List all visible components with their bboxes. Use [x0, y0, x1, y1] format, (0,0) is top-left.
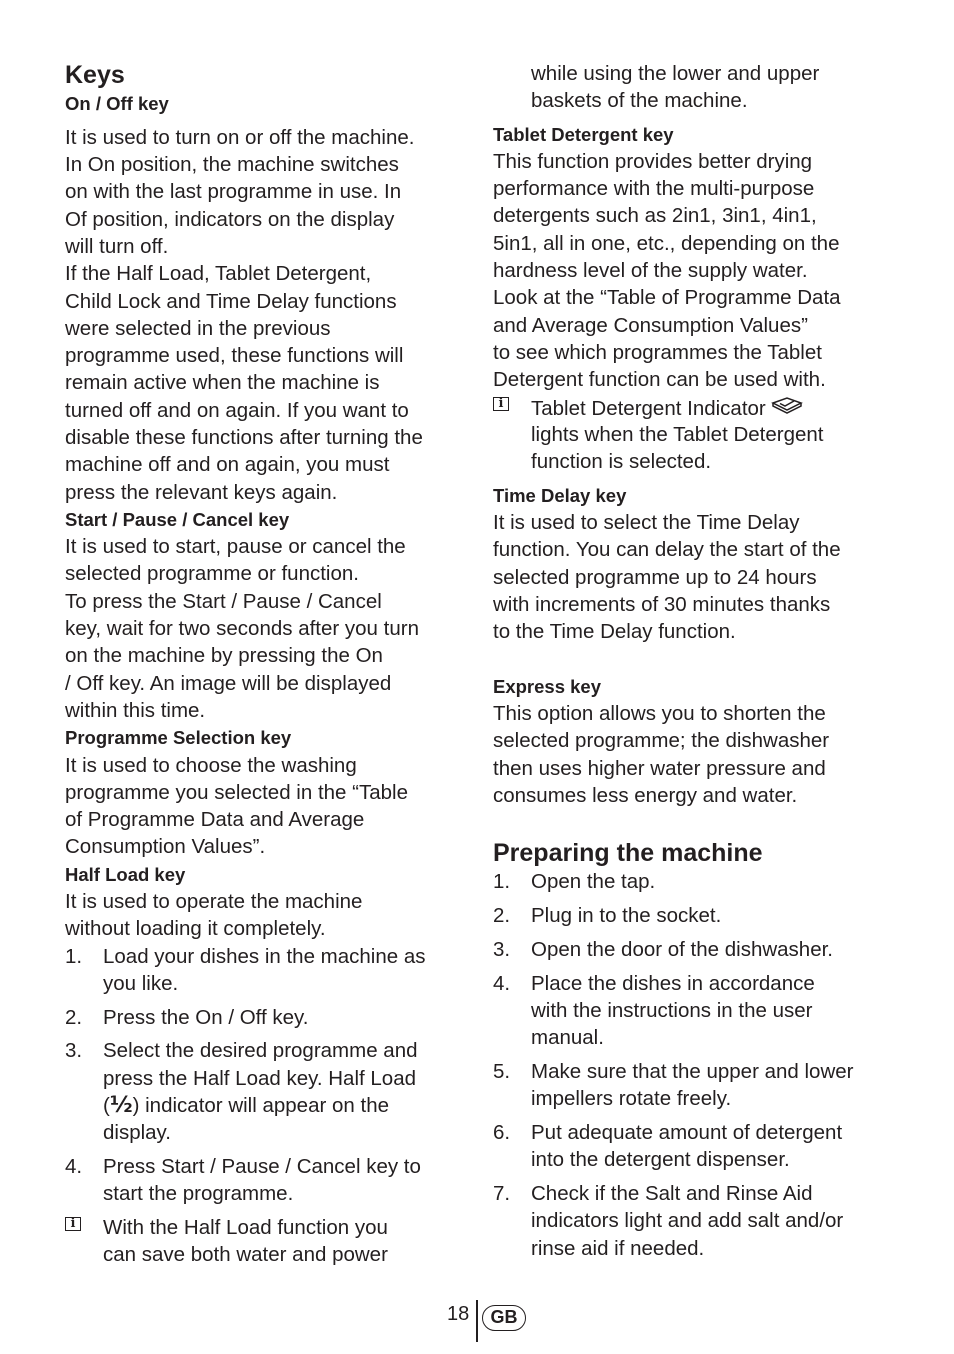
note-line: With the Half Load function you — [103, 1216, 388, 1239]
onoff-line: If the Half Load, Tablet Detergent, — [65, 262, 372, 285]
paren-open: ( — [103, 1094, 110, 1117]
step-number: 1. — [65, 945, 83, 968]
step-number: 1. — [493, 870, 511, 893]
tablet-heading: Tablet Detergent key — [493, 124, 674, 145]
tablet-line: to see which programmes the Tablet — [493, 341, 822, 364]
tablet-line: detergents such as 2in1, 3in1, 4in1, — [493, 204, 817, 227]
delay-line: to the Time Delay function. — [493, 620, 736, 643]
prog-line: It is used to choose the washing — [65, 754, 357, 777]
step-number: 6. — [493, 1121, 511, 1144]
step-line: press the Half Load key. Half Load — [103, 1067, 416, 1090]
tablet-line: hardness level of the supply water. — [493, 259, 808, 282]
step-line-with-icon — [103, 1094, 389, 1118]
prog-line: programme you selected in the “Table — [65, 781, 408, 804]
step-line: Put adequate amount of detergent — [531, 1121, 843, 1144]
onoff-line: turned off and on again. If you want to — [65, 399, 409, 422]
start-line: selected programme or function. — [65, 562, 359, 585]
start-line: within this time. — [65, 699, 206, 722]
start-line: on the machine by pressing the On — [65, 644, 383, 667]
step-line: rinse aid if needed. — [531, 1237, 705, 1260]
start-line: It is used to start, pause or cancel the — [65, 535, 406, 558]
prep-heading: Preparing the machine — [493, 839, 763, 867]
language-badge: GB — [482, 1305, 526, 1331]
step-line: Place the dishes in accordance — [531, 972, 815, 995]
step-line: into the detergent dispenser. — [531, 1148, 790, 1171]
note-line-with-icon — [531, 395, 804, 421]
keys-heading: Keys — [65, 61, 125, 89]
note-line: function is selected. — [531, 450, 712, 473]
express-line: selected programme; the dishwasher — [493, 729, 830, 752]
express-line: then uses higher water pressure and — [493, 757, 826, 780]
onoff-line: press the relevant keys again. — [65, 481, 338, 504]
step-line: Plug in to the socket. — [531, 904, 722, 927]
express-line: This option allows you to shorten the — [493, 702, 826, 725]
tablet-line: Look at the “Table of Programme Data — [493, 286, 841, 309]
onoff-line: Child Lock and Time Delay functions — [65, 290, 397, 313]
step-number: 4. — [493, 972, 511, 995]
step-line: Press Start / Pause / Cancel key to — [103, 1155, 421, 1178]
step-line: Open the door of the dishwasher. — [531, 938, 834, 961]
start-heading: Start / Pause / Cancel key — [65, 509, 290, 530]
half-heading: Half Load key — [65, 864, 186, 885]
step-line: with the instructions in the user — [531, 999, 813, 1022]
step-number: 4. — [65, 1155, 83, 1178]
tablet-line: Detergent function can be used with. — [493, 368, 826, 391]
continued-line: baskets of the machine. — [531, 89, 748, 112]
page-number: 18 — [447, 1303, 470, 1325]
half-load-icon: ½ — [109, 1093, 133, 1118]
delay-heading: Time Delay key — [493, 485, 627, 506]
delay-line: It is used to select the Time Delay — [493, 511, 800, 534]
tablet-line: 5in1, all in one, etc., depending on the — [493, 232, 840, 255]
step-line: indicators light and add salt and/or — [531, 1209, 844, 1232]
step-number: 5. — [493, 1060, 511, 1083]
express-line: consumes less energy and water. — [493, 784, 798, 807]
half-line: It is used to operate the machine — [65, 890, 363, 913]
step-line: Open the tap. — [531, 870, 656, 893]
delay-line: function. You can delay the start of the — [493, 538, 841, 561]
tablet-detergent-icon — [770, 395, 804, 417]
step-line: Select the desired programme and — [103, 1039, 418, 1062]
note-line: lights when the Tablet Detergent — [531, 423, 824, 446]
start-line: To press the Start / Pause / Cancel — [65, 590, 382, 613]
step-line: Make sure that the upper and lower — [531, 1060, 854, 1083]
express-heading: Express key — [493, 676, 602, 697]
onoff-line: disable these functions after turning the — [65, 426, 423, 449]
prog-line: Consumption Values”. — [65, 835, 266, 858]
step-line: impellers rotate freely. — [531, 1087, 732, 1110]
start-line: / Off key. An image will be displayed — [65, 672, 392, 695]
step-line: Check if the Salt and Rinse Aid — [531, 1182, 813, 1205]
delay-line: with increments of 30 minutes thanks — [493, 593, 831, 616]
onoff-line: on with the last programme in use. In — [65, 180, 402, 203]
start-line: key, wait for two seconds after you turn — [65, 617, 419, 640]
continued-line: while using the lower and upper — [531, 62, 820, 85]
tablet-line: performance with the multi-purpose — [493, 177, 815, 200]
tablet-line: This function provides better drying — [493, 150, 813, 173]
prog-line: of Programme Data and Average — [65, 808, 365, 831]
onoff-heading: On / Off key — [65, 93, 169, 114]
step-line: ) indicator will appear on the — [132, 1094, 389, 1117]
onoff-line: Of position, indicators on the display — [65, 208, 395, 231]
onoff-line: will turn off. — [65, 235, 169, 258]
onoff-line: remain active when the machine is — [65, 371, 380, 394]
step-line: you like. — [103, 972, 179, 995]
step-number: 7. — [493, 1182, 511, 1205]
delay-line: selected programme up to 24 hours — [493, 566, 817, 589]
note-line: Tablet Detergent Indicator — [531, 397, 766, 420]
onoff-line: In On position, the machine switches — [65, 153, 399, 176]
step-line: Press the On / Off key. — [103, 1006, 309, 1029]
footer-divider — [476, 1300, 478, 1342]
info-icon — [65, 1217, 81, 1231]
onoff-line: were selected in the previous — [65, 317, 331, 340]
half-line: without loading it completely. — [65, 917, 326, 940]
onoff-line: It is used to turn on or off the machine. — [65, 126, 415, 149]
step-number: 3. — [65, 1039, 83, 1062]
step-number: 3. — [493, 938, 511, 961]
step-line: display. — [103, 1121, 171, 1144]
step-number: 2. — [65, 1006, 83, 1029]
prog-heading: Programme Selection key — [65, 727, 292, 748]
step-line: Load your dishes in the machine as — [103, 945, 426, 968]
note-line: can save both water and power — [103, 1243, 388, 1266]
onoff-line: machine off and on again, you must — [65, 453, 390, 476]
info-icon — [493, 397, 509, 411]
step-line: manual. — [531, 1026, 604, 1049]
step-number: 2. — [493, 904, 511, 927]
onoff-line: programme used, these functions will — [65, 344, 404, 367]
tablet-line: and Average Consumption Values” — [493, 314, 808, 337]
step-line: start the programme. — [103, 1182, 294, 1205]
